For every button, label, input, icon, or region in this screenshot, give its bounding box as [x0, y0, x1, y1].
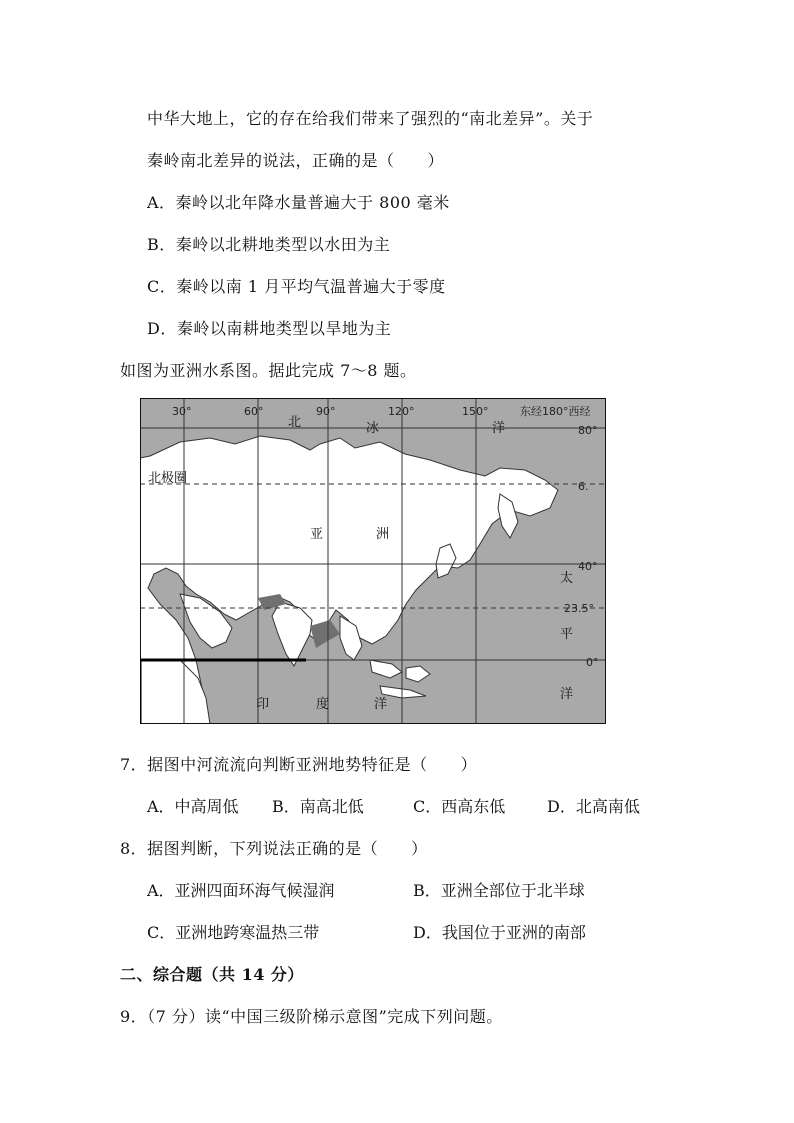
q8-option-c: C．亚洲地跨寒温热三带 — [147, 923, 320, 942]
q6-option-d: D．秦岭以南耕地类型以旱地为主 — [147, 319, 392, 338]
lon-label-60: 60° — [244, 405, 264, 418]
lon-label-120: 120° — [388, 405, 415, 418]
section-2-title: 二、综合题（共 14 分） — [120, 965, 304, 984]
q7-option-b: B．南高北低 — [272, 797, 364, 816]
lon-label-180: 东经180°西经 — [520, 405, 591, 418]
label-yang-north: 洋 — [492, 421, 506, 436]
label-yang-south: 洋 — [374, 697, 388, 712]
q7-stem: 7．据图中河流流向判断亚洲地势特征是（ ） — [120, 755, 478, 774]
lon-label-90: 90° — [316, 405, 336, 418]
label-du: 度 — [316, 697, 330, 712]
lat-label-80: 80° — [578, 424, 598, 437]
q8-option-b: B．亚洲全部位于北半球 — [413, 881, 585, 900]
q7-option-d: D．北高南低 — [547, 797, 640, 816]
label-arctic-circle: 北极圈 — [148, 471, 188, 486]
label-asia-2: 洲 — [376, 527, 390, 542]
q9-stem: 9．（7 分）读“中国三级阶梯示意图”完成下列问题。 — [120, 1007, 503, 1026]
q6-line-2: 秦岭南北差异的说法，正确的是（ ） — [147, 151, 445, 170]
lon-label-30: 30° — [172, 405, 192, 418]
asia-water-system-map — [140, 398, 606, 724]
lat-label-0: 0° — [586, 656, 599, 669]
q6-option-c: C．秦岭以南 1 月平均气温普遍大于零度 — [147, 277, 446, 296]
lat-label-66: 6. — [578, 480, 589, 493]
q6-option-a: A．秦岭以北年降水量普遍大于 800 毫米 — [147, 193, 450, 212]
label-tai: 太 — [560, 571, 574, 586]
label-yin: 印 — [256, 697, 270, 712]
q8-stem: 8．据图判断，下列说法正确的是（ ） — [120, 839, 428, 858]
q8-option-d: D．我国位于亚洲的南部 — [413, 923, 586, 942]
lat-label-40: 40° — [578, 560, 598, 573]
label-yang-east: 洋 — [560, 687, 574, 702]
label-north: 北 — [288, 415, 302, 430]
q6-line-1: 中华大地上，它的存在给我们带来了强烈的“南北差异”。关于 — [147, 109, 594, 128]
q8-option-a: A．亚洲四面环海气候湿润 — [147, 881, 335, 900]
map-intro: 如图为亚洲水系图。据此完成 7～8 题。 — [120, 361, 417, 380]
q7-option-c: C．西高东低 — [413, 797, 506, 816]
lon-label-150: 150° — [462, 405, 489, 418]
q7-option-a: A．中高周低 — [147, 797, 239, 816]
lat-label-23-5: 23.5° — [564, 602, 594, 615]
label-bing: 冰 — [366, 421, 380, 436]
q6-option-b: B．秦岭以北耕地类型以水田为主 — [147, 235, 391, 254]
label-ping: 平 — [560, 627, 574, 642]
label-asia-1: 亚 — [310, 527, 324, 542]
